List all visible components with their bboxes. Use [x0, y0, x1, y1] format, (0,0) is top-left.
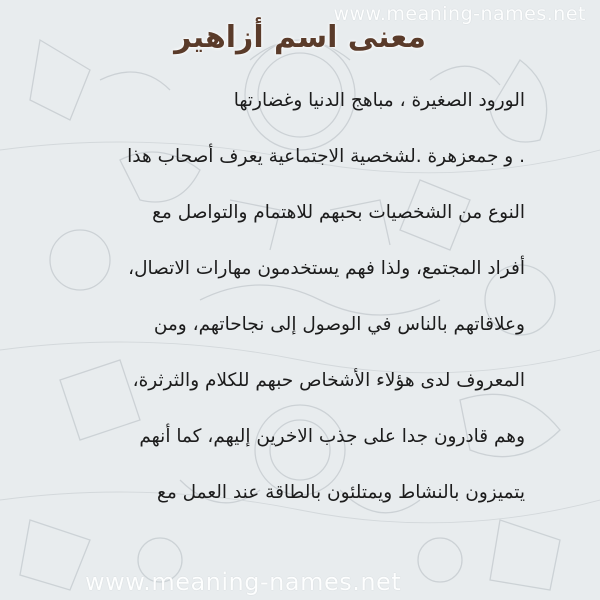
text-line: وعلاقاتهم بالناس في الوصول إلى نجاحاتهم، ومن — [153, 314, 525, 335]
text-line: المعروف لدى هؤلاء الأشخاص حبهم للكلام والثرثرة، — [132, 370, 525, 391]
watermark-bottom: www.meaning-names.net — [85, 568, 402, 596]
meaning-text — [45, 82, 525, 530]
watermark-top: www.meaning-names.net — [333, 3, 586, 25]
text-line: يتميزون بالنشاط ويمتلئون بالطاقة عند العمل مع — [157, 482, 525, 503]
text-line: الورود الصغيرة ، مباهج الدنيا وغضارتها — [233, 90, 525, 111]
text-line: . و جمعزهرة .لشخصية الاجتماعية يعرف أصحاب هذا — [127, 146, 525, 167]
text-line: أفراد المجتمع، ولذا فهم يستخدمون مهارات الاتصال، — [128, 258, 525, 279]
text-line: وهم قادرون جدا على جذب الاخرين إليهم، كما أنهم — [139, 426, 525, 447]
text-line: النوع من الشخصيات بحبهم للاهتمام والتواصل مع — [152, 202, 525, 223]
page-title: معنى اسم أزاهير — [174, 20, 426, 55]
